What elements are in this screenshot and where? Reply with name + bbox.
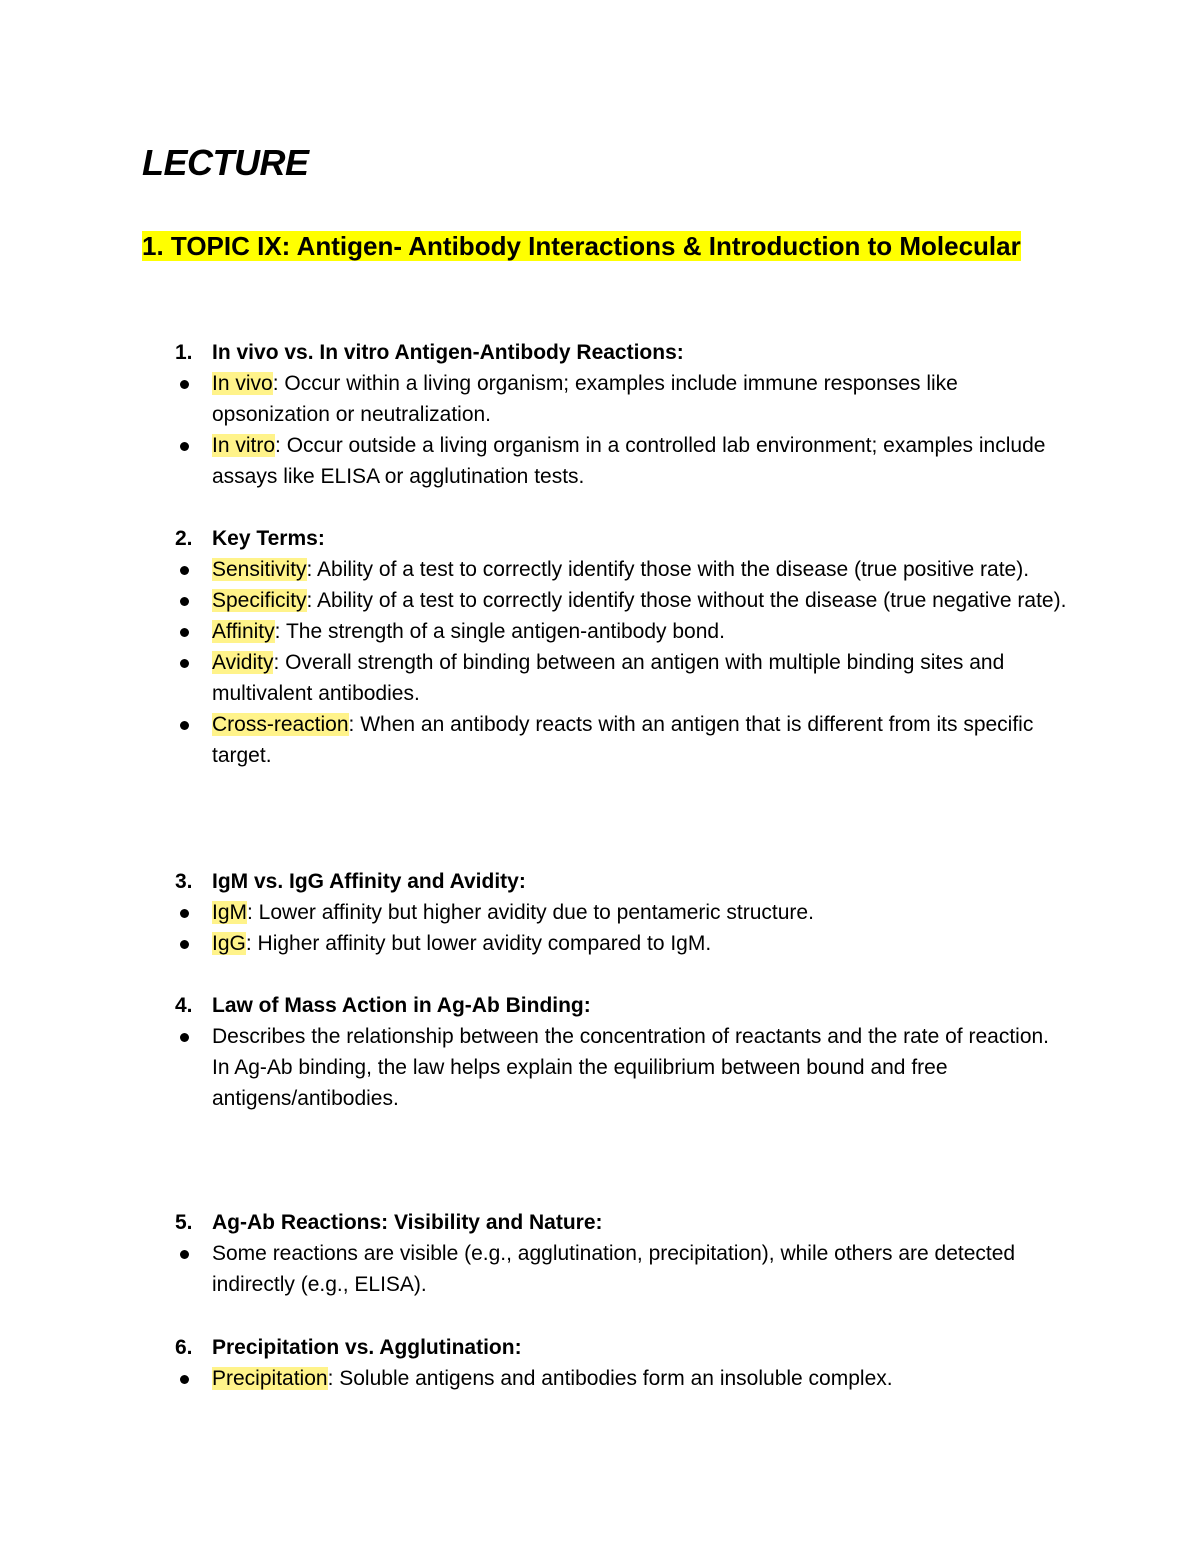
bullet-icon <box>180 628 189 637</box>
topic-heading-text: 1. TOPIC IX: Antigen- Antibody Interactions & Introduction to Molecular <box>142 231 1021 261</box>
term-highlight: Specificity <box>212 589 307 612</box>
term-highlight: In vivo <box>212 372 273 395</box>
section-heading <box>142 1207 1072 1238</box>
section-heading <box>142 523 1072 554</box>
section-number: 3. <box>175 870 193 893</box>
bullet-icon <box>180 442 189 451</box>
section-title: Law of Mass Action in Ag-Ab Binding: <box>212 994 591 1017</box>
term-description: : When an antibody reacts with an antigen that is different from its specific target. <box>212 713 1034 767</box>
list-item <box>142 430 1072 492</box>
term-highlight: Sensitivity <box>212 558 307 581</box>
section-5 <box>142 1207 1072 1300</box>
section-3 <box>142 866 1072 959</box>
bullet-icon <box>180 597 189 606</box>
term-description: : Higher affinity but lower avidity compared to IgM. <box>245 932 712 955</box>
list-item <box>142 368 1072 430</box>
section-title: Ag-Ab Reactions: Visibility and Nature: <box>212 1211 603 1234</box>
term-description: : Occur within a living organism; examples include immune responses like opsonization or neutralization. <box>212 372 958 426</box>
term-description: : Soluble antigens and antibodies form an insoluble complex. <box>327 1367 893 1390</box>
term-description: : Ability of a test to correctly identify those with the disease (true positive rate). <box>306 558 1030 581</box>
list-item <box>142 554 1072 585</box>
section-title: IgM vs. IgG Affinity and Avidity: <box>212 870 526 893</box>
section-4 <box>142 990 1072 1114</box>
section-heading <box>142 337 1072 368</box>
section-number: 6. <box>175 1336 193 1359</box>
term-highlight: Avidity <box>212 651 274 674</box>
section-number: 5. <box>175 1211 193 1234</box>
list-item <box>142 897 1072 928</box>
term-highlight: Affinity <box>212 620 275 643</box>
bullet-icon <box>180 1250 189 1259</box>
section-title: In vivo vs. In vitro Antigen-Antibody Reactions: <box>212 341 684 364</box>
bullet-icon <box>180 1033 189 1042</box>
item-text: Some reactions are visible (e.g., agglutination, precipitation), while others are detected indirectly (e.g., ELISA). <box>212 1242 1016 1296</box>
bullet-icon <box>180 380 189 389</box>
term-highlight: IgM <box>212 901 248 924</box>
bullet-icon <box>180 566 189 575</box>
list-item <box>142 647 1072 709</box>
bullet-icon <box>180 721 189 730</box>
bullet-icon <box>180 1375 189 1384</box>
list-item <box>142 1021 1072 1114</box>
list-item <box>142 1238 1072 1300</box>
section-number: 2. <box>175 527 193 550</box>
section-number: 1. <box>175 341 193 364</box>
list-item <box>142 585 1072 616</box>
section-heading <box>142 866 1072 897</box>
section-number: 4. <box>175 994 193 1017</box>
term-description: : Overall strength of binding between an antigen with multiple binding sites and multivalent antibodies. <box>212 651 1005 705</box>
term-highlight: In vitro <box>212 434 276 457</box>
term-description: : Lower affinity but higher avidity due to pentameric structure. <box>247 901 814 924</box>
page-title: LECTURE <box>142 142 309 183</box>
section-heading <box>142 1332 1072 1363</box>
section-2 <box>142 523 1072 771</box>
term-highlight: Precipitation <box>212 1367 328 1390</box>
list-item <box>142 928 1072 959</box>
section-1 <box>142 337 1072 492</box>
section-title: Precipitation vs. Agglutination: <box>212 1336 522 1359</box>
section-6 <box>142 1332 1072 1394</box>
term-description: : The strength of a single antigen-antibody bond. <box>274 620 725 643</box>
bullet-icon <box>180 909 189 918</box>
list-item <box>142 616 1072 647</box>
bullet-icon <box>180 659 189 668</box>
term-highlight: Cross-reaction <box>212 713 349 736</box>
list-item <box>142 709 1072 771</box>
topic-heading <box>142 229 1022 264</box>
bullet-icon <box>180 940 189 949</box>
term-highlight: IgG <box>212 932 246 955</box>
section-heading <box>142 990 1072 1021</box>
term-description: : Occur outside a living organism in a controlled lab environment; examples include assays like ELISA or agglutination tests. <box>212 434 1046 488</box>
list-item <box>142 1363 1072 1394</box>
section-title: Key Terms: <box>212 527 325 550</box>
item-text: Describes the relationship between the concentration of reactants and the rate of reaction. In Ag-Ab binding, the law helps explain the equilibrium between bound and free antigens/antibodies. <box>212 1025 1050 1110</box>
term-description: : Ability of a test to correctly identify those without the disease (true negative rate). <box>306 589 1067 612</box>
